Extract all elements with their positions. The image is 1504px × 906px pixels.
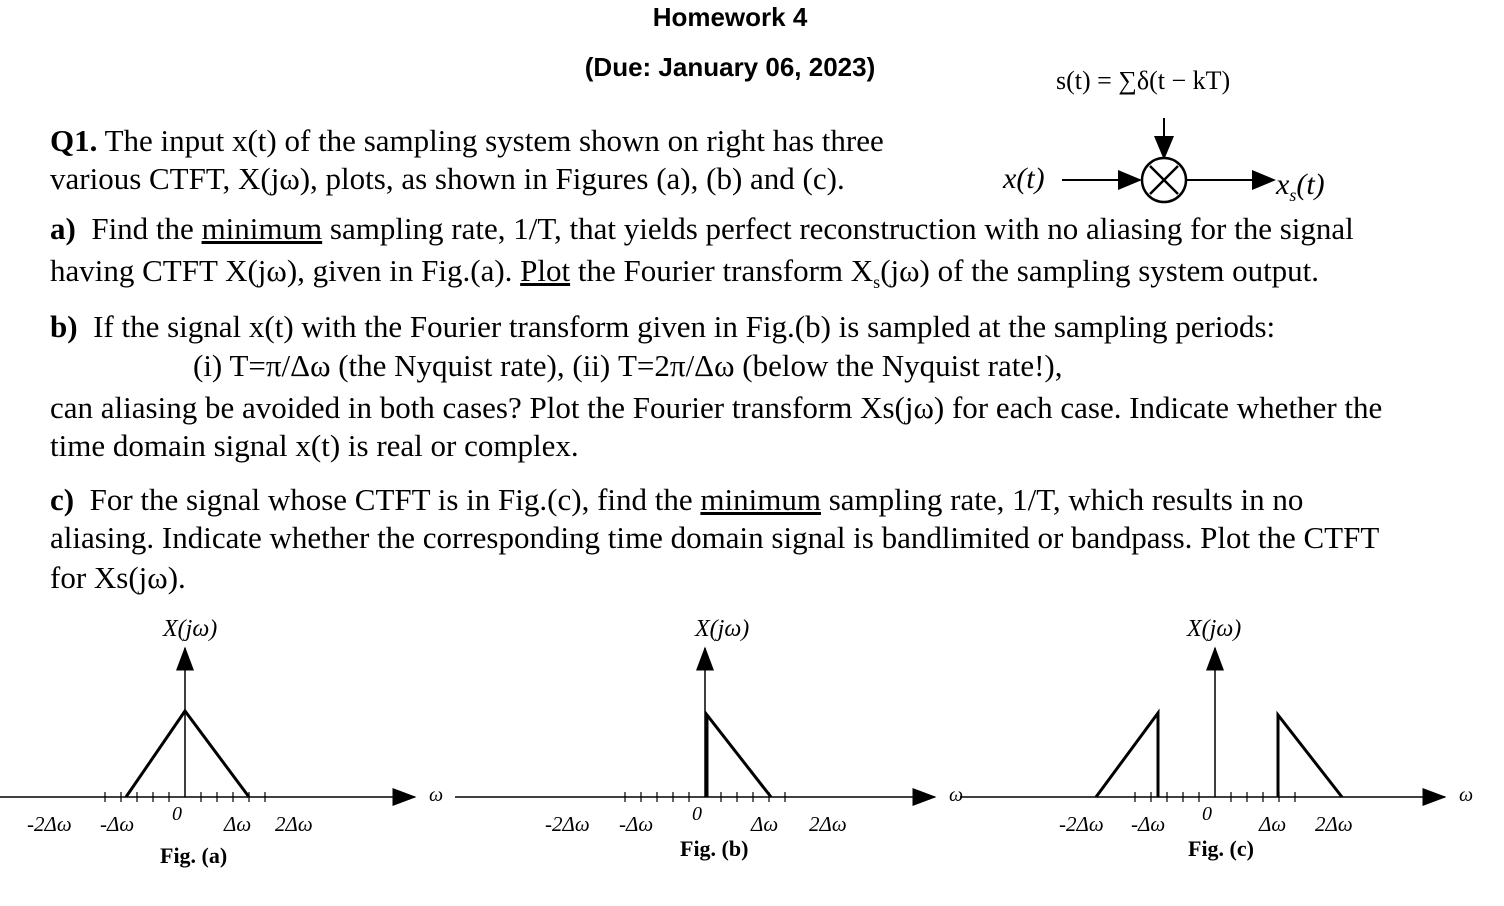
fig-a-tick-label: 2Δω (275, 812, 313, 836)
part-c-line3: for Xs(jω). (50, 560, 186, 595)
spectrum-figures (0, 600, 1504, 900)
fig-b-tick-label: -2Δω (545, 812, 590, 836)
fig-a-tick-label: Δω (224, 812, 252, 836)
part-b-line2: (i) T=π/Δω (the Nyquist rate), (ii) T=2π/Δω (below the Nyquist rate!), (193, 348, 1063, 383)
fig-a-tick-label: -2Δω (27, 812, 72, 836)
sampler-equation: s(t) = ∑δ(t − kT) (1056, 66, 1231, 95)
fig-c-x-label: ω (1459, 784, 1474, 806)
part-b-line1: b) If the signal x(t) with the Fourier transform given in Fig.(b) is sampled at the sampling periods: (50, 309, 1276, 344)
fig-b-spectrum-0 (707, 715, 771, 797)
fig-b-tick-label: 2Δω (809, 812, 847, 836)
fig-b-origin: 0 (692, 803, 702, 825)
fig-b-caption: Fig. (b) (680, 836, 749, 861)
fig-c-origin: 0 (1202, 803, 1212, 825)
fig-c-tick-label: Δω (1259, 812, 1287, 836)
input-signal-label: x(t) (1003, 162, 1045, 195)
fig-a-tick-label: -Δω (100, 812, 135, 836)
fig-c-spectrum-0 (1096, 713, 1158, 797)
fig-b-y-label: X(jω) (695, 616, 750, 642)
fig-a-y-label: X(jω) (163, 616, 218, 642)
fig-b-tick-label: Δω (751, 812, 779, 836)
part-a-line2: having CTFT X(jω), given in Fig.(a). Plot the Fourier transform $X_s(j\omega)$ of the sampling system output. (50, 253, 1320, 293)
fig-a-x-label: ω (429, 784, 444, 806)
part-a-line1: a) Find the minimum sampling rate, 1/T, that yields perfect reconstruction with no aliasing for the signal (50, 211, 1354, 246)
fig-c-spectrum-1 (1278, 715, 1342, 797)
fig-c-caption: Fig. (c) (1188, 836, 1254, 861)
q1-line1: Q1. The input x(t) of the sampling system shown on right has three (50, 123, 884, 158)
part-b-line4: time domain signal x(t) is real or complex. (50, 428, 579, 463)
page-title: Homework 4 (652, 2, 808, 32)
part-c-line1: c) For the signal whose CTFT is in Fig.(c), find the minimum sampling rate, 1/T, which results in no (50, 482, 1304, 517)
fig-a-caption: Fig. (a) (160, 843, 228, 868)
part-c-line2: aliasing. Indicate whether the corresponding time domain signal is bandlimited or bandpass. Plot the CTFT (50, 520, 1380, 555)
sampling-system-diagram (1050, 110, 1280, 210)
due-date: (Due: January 06, 2023) (584, 52, 876, 82)
fig-a-origin: 0 (172, 803, 182, 825)
fig-c-tick-label: -2Δω (1059, 812, 1104, 836)
fig-b-tick-label: -Δω (619, 812, 654, 836)
fig-c-tick-label: -Δω (1131, 812, 1166, 836)
fig-c-y-label: X(jω) (1187, 616, 1242, 642)
fig-a-spectrum-0 (126, 711, 249, 797)
part-b-line3: can aliasing be avoided in both cases? Plot the Fourier transform Xs(jω) for each case. Indicate whether the (50, 390, 1383, 425)
q1-line2: various CTFT, X(jω), plots, as shown in Figures (a), (b) and (c). (50, 161, 845, 196)
fig-c-tick-label: 2Δω (1315, 812, 1353, 836)
output-signal-label: $x_s(t)$ (1276, 168, 1325, 205)
fig-b-x-label: ω (949, 784, 964, 806)
